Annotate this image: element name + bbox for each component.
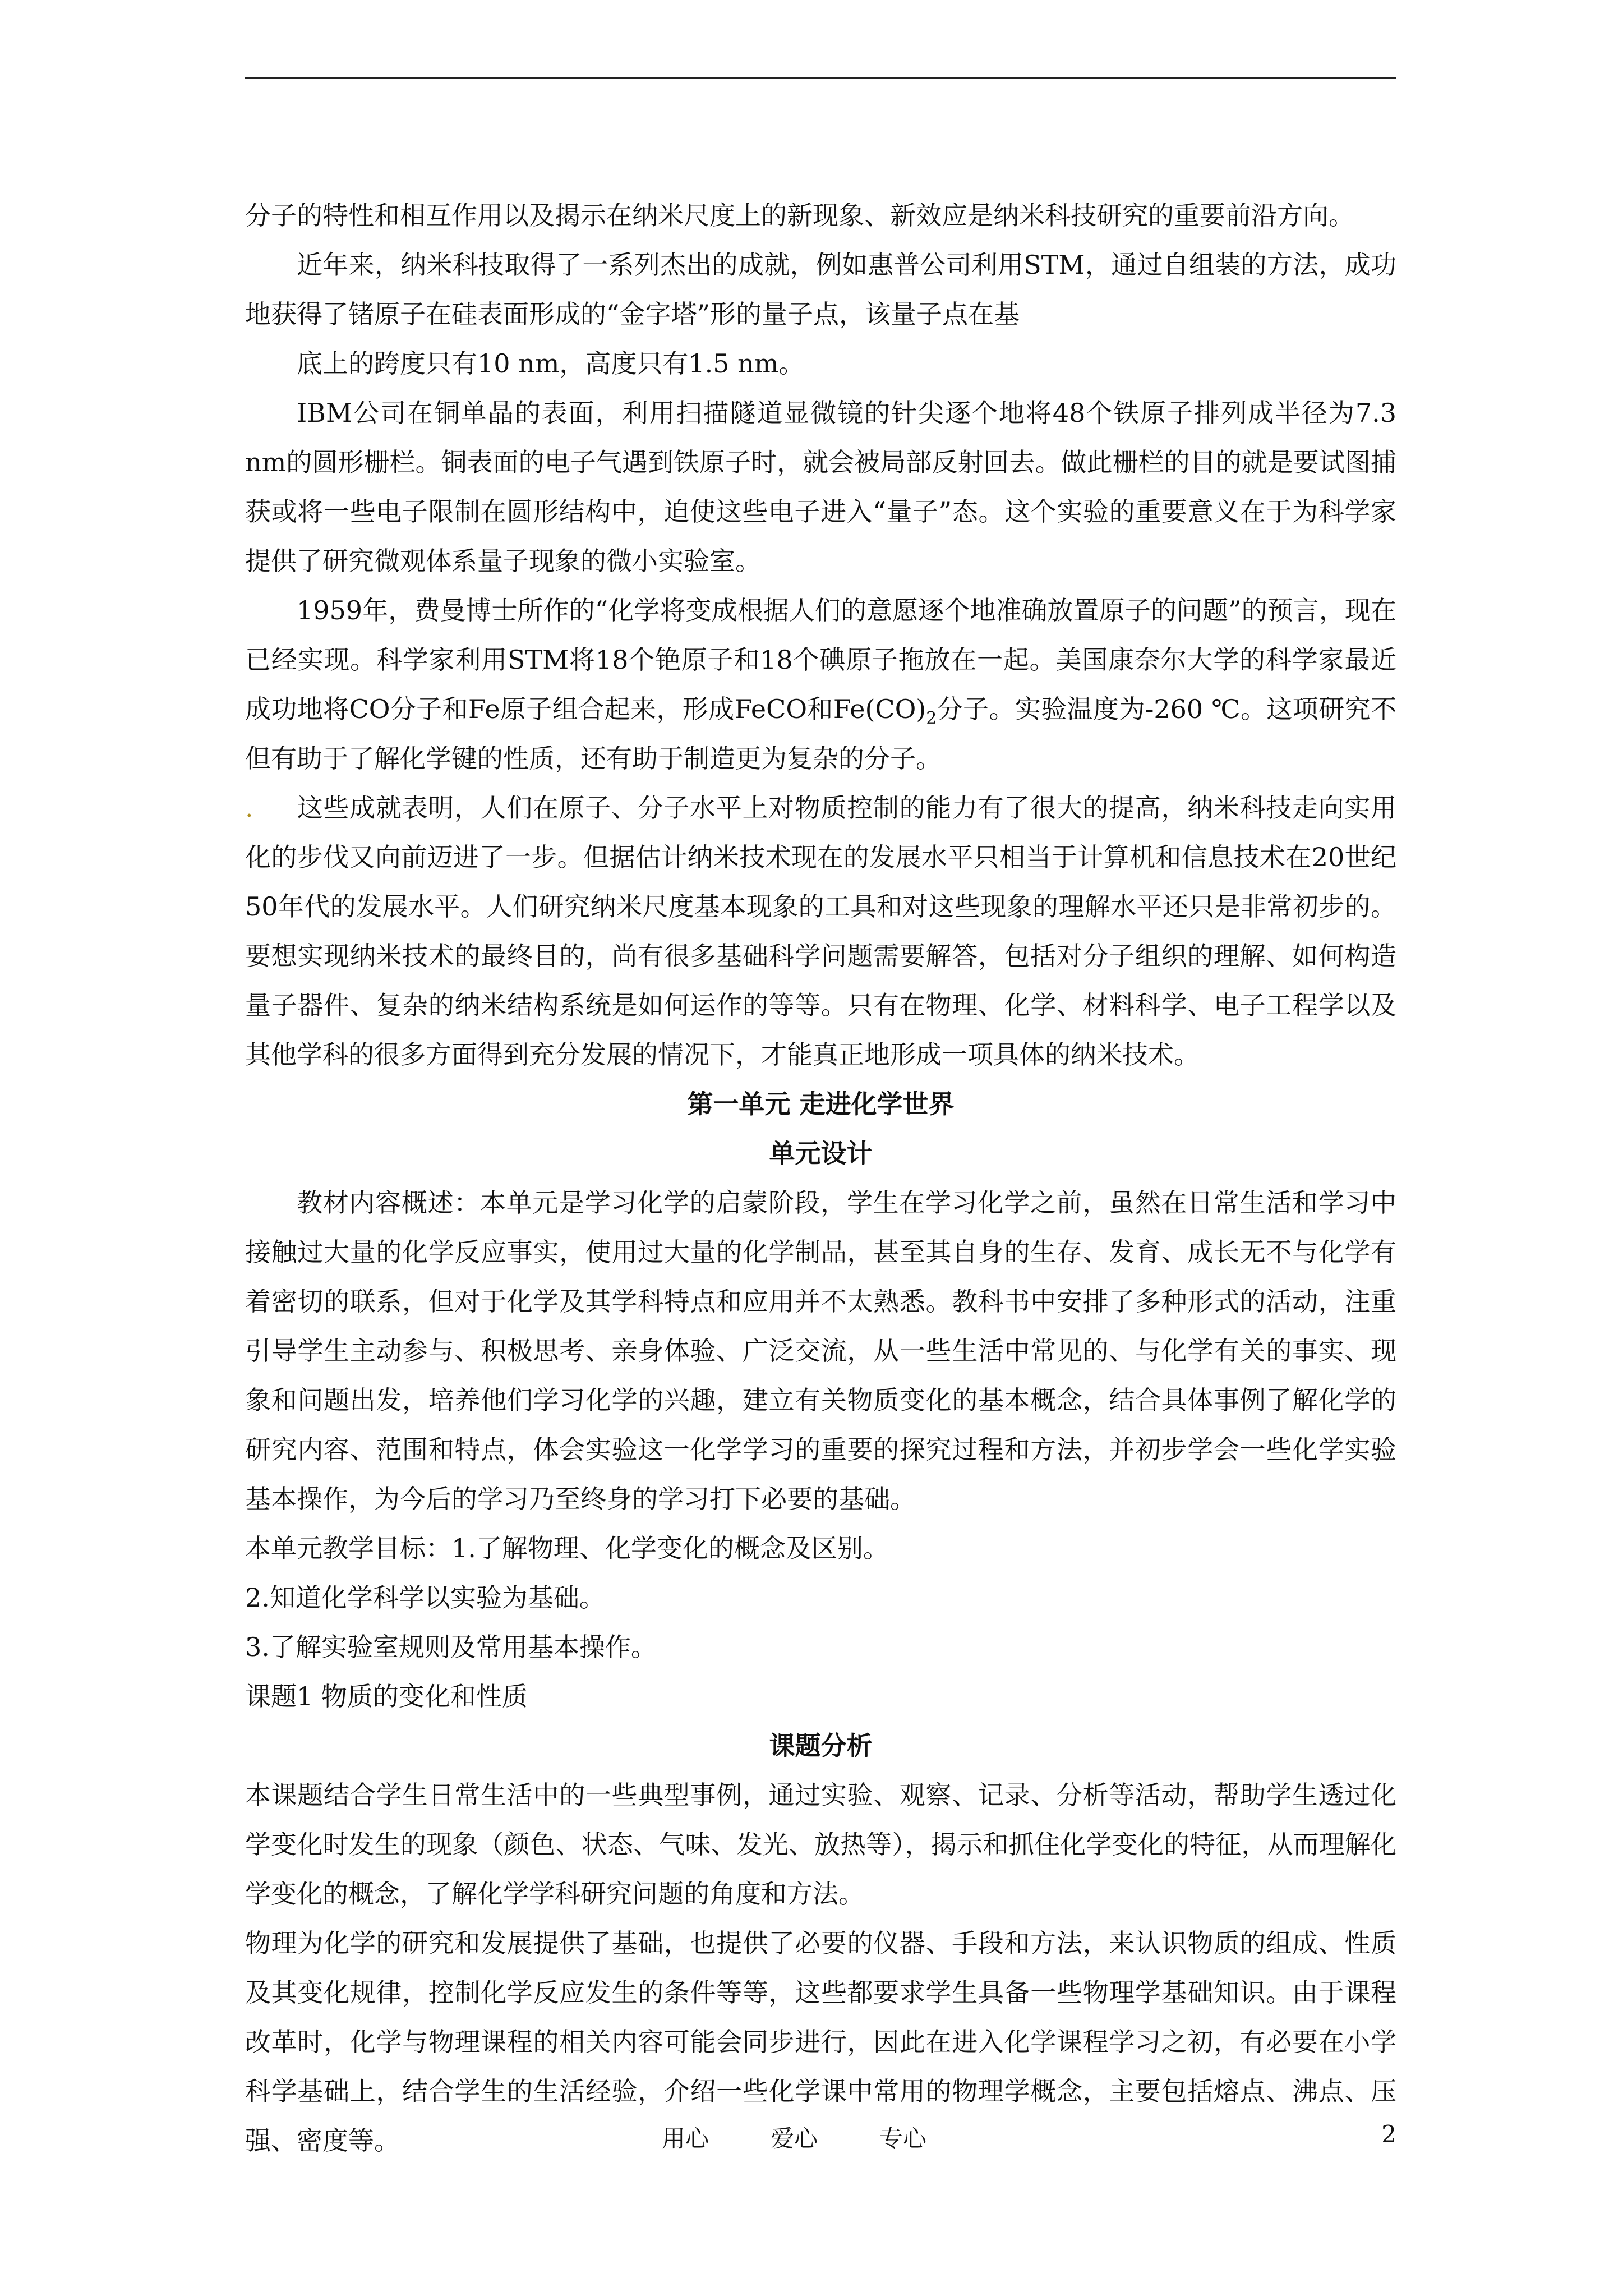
footer-word-1: 用心 xyxy=(662,2125,709,2152)
teaching-goal-3: 3.了解实验室规则及常用基本操作。 xyxy=(245,1632,657,1662)
subscript-two: 2 xyxy=(926,708,937,729)
teaching-goal-1: 本单元教学目标：1.了解物理、化学变化的概念及区别。 xyxy=(245,1533,889,1563)
footer-motto xyxy=(662,2120,926,2154)
stray-dot-mark: . xyxy=(245,793,253,823)
footer-word-3: 专心 xyxy=(879,2125,927,2152)
footer-word-2: 爱心 xyxy=(771,2125,818,2152)
paragraph-nano-outlook xyxy=(245,783,1396,1079)
page-footer xyxy=(0,2120,1623,2165)
paragraph-unit-overview: 教材内容概述：本单元是学习化学的启蒙阶段，学生在学习化学之前，虽然在日常生活和学习中接触过大量的化学反应事实，使用过大量的化学制品，甚至其自身的生存、发育、成长无不与化学有着密切的联系，但对于化学及其学科特点和应用并不太熟悉。教科书中安排了多种形式的活动，注重引导学生主动参与、积极思考、亲身体验、广泛交流，从一些生活中常见的、与化学有关的事实、现象和问题出发，培养他们学习化学的兴趣，建立有关物质变化的基本概念，结合具体事例了解化学的研究内容、范围和特点，体会实验这一化学学习的重要的探究过程和方法，并初步学会一些化学实验基本操作，为今后的学习乃至终身的学习打下必要的基础。 xyxy=(245,1188,1396,1514)
feynman-text-end: 分子。实验温度为-260 ℃。这项研究不但有助于了解化学键的性质，还有助于制造更为复杂的分子。 xyxy=(245,694,1396,774)
topic-title: 课题1 物质的变化和性质 xyxy=(245,1681,528,1711)
page-number: 2 xyxy=(1381,2120,1396,2148)
paragraph-analysis-1: 本课题结合学生日常生活中的一些典型事例，通过实验、观察、记录、分析等活动，帮助学生透过化学变化时发生的现象（颜色、状态、气味、发光、放热等），揭示和抓住化学变化的特征，从而理解化学变化的概念，了解化学学科研究问题的角度和方法。 xyxy=(245,1780,1396,1909)
paragraph-ibm-corral: IBM公司在铜单晶的表面，利用扫描隧道显微镜的针尖逐个地将48个铁原子排列成半径为7.3 nm的圆形栅栏。铜表面的电子气遇到铁原子时，就会被局部反射回去。做此栅栏的目的就是要试图捕获或将一些电子限制在圆形结构中，迫使这些电子进入“量子”态。这个实验的重要意义在于为科学家提供了研究微观体系量子现象的微小实验室。 xyxy=(245,398,1396,576)
paragraph-analysis-2: 物理为化学的研究和发展提供了基础，也提供了必要的仪器、手段和方法，来认识物质的组成、性质及其变化规律，控制化学反应发生的条件等等，这些都要求学生具备一些物理学基础知识。由于课程改革时，化学与物理课程的相关内容可能会同步进行，因此在进入化学课程学习之初，有必要在小学科学基础上，结合学生的生活经验，介绍一些化学课中常用的物理学概念，主要包括熔点、沸点、压强、密度等。 xyxy=(245,1928,1396,2156)
unit-design-heading: 单元设计 xyxy=(769,1138,873,1168)
paragraph-hp-achievement: 近年来，纳米科技取得了一系列杰出的成就，例如惠普公司利用STM，通过自组装的方法，成功地获得了锗原子在硅表面形成的“金字塔”形的量子点，该量子点在基 xyxy=(245,250,1396,329)
nano-outlook-text: 这些成就表明，人们在原子、分子水平上对物质控制的能力有了很大的提高，纳米科技走向实用化的步伐又向前迈进了一步。但据估计纳米技术现在的发展水平只相当于计算机和信息技术在20世纪50年代的发展水平。人们研究纳米尺度基本现象的工具和对这些现象的理解水平还只是非常初步的。要想实现纳米技术的最终目的，尚有很多基础科学问题需要解答，包括对分子组织的理解、如何构造量子器件、复杂的纳米结构系统是如何运作的等等。只有在物理、化学、材料科学、电子工程学以及其他学科的很多方面得到充分发展的情况下，才能真正地形成一项具体的纳米技术。 xyxy=(245,793,1396,1070)
document-body xyxy=(245,191,1396,2165)
teaching-goal-2: 2.知道化学科学以实验为基础。 xyxy=(245,1582,605,1613)
topic-analysis-heading: 课题分析 xyxy=(769,1731,873,1761)
feynman-text-start: 1959年，费曼博士所作的“化学将变成根据人们的意愿逐个地准确放置原子的问题”的预言，现在已经实现。科学家利用STM将18个铯原子和18个碘原子拖放在一起。美国康奈尔大学的科学家最近成功地将CO分子和Fe原子组合起来，形成FeCO和Fe(CO) xyxy=(245,595,1396,724)
paragraph-nano-frontier: 分子的特性和相互作用以及揭示在纳米尺度上的新现象、新效应是纳米科技研究的重要前沿方向。 xyxy=(245,200,1354,231)
paragraph-quantum-dot-size: 底上的跨度只有10 nm，高度只有1.5 nm。 xyxy=(297,348,805,379)
unit-title: 第一单元 走进化学世界 xyxy=(687,1089,955,1119)
paragraph-feynman xyxy=(245,586,1396,783)
header-rule xyxy=(245,77,1396,79)
